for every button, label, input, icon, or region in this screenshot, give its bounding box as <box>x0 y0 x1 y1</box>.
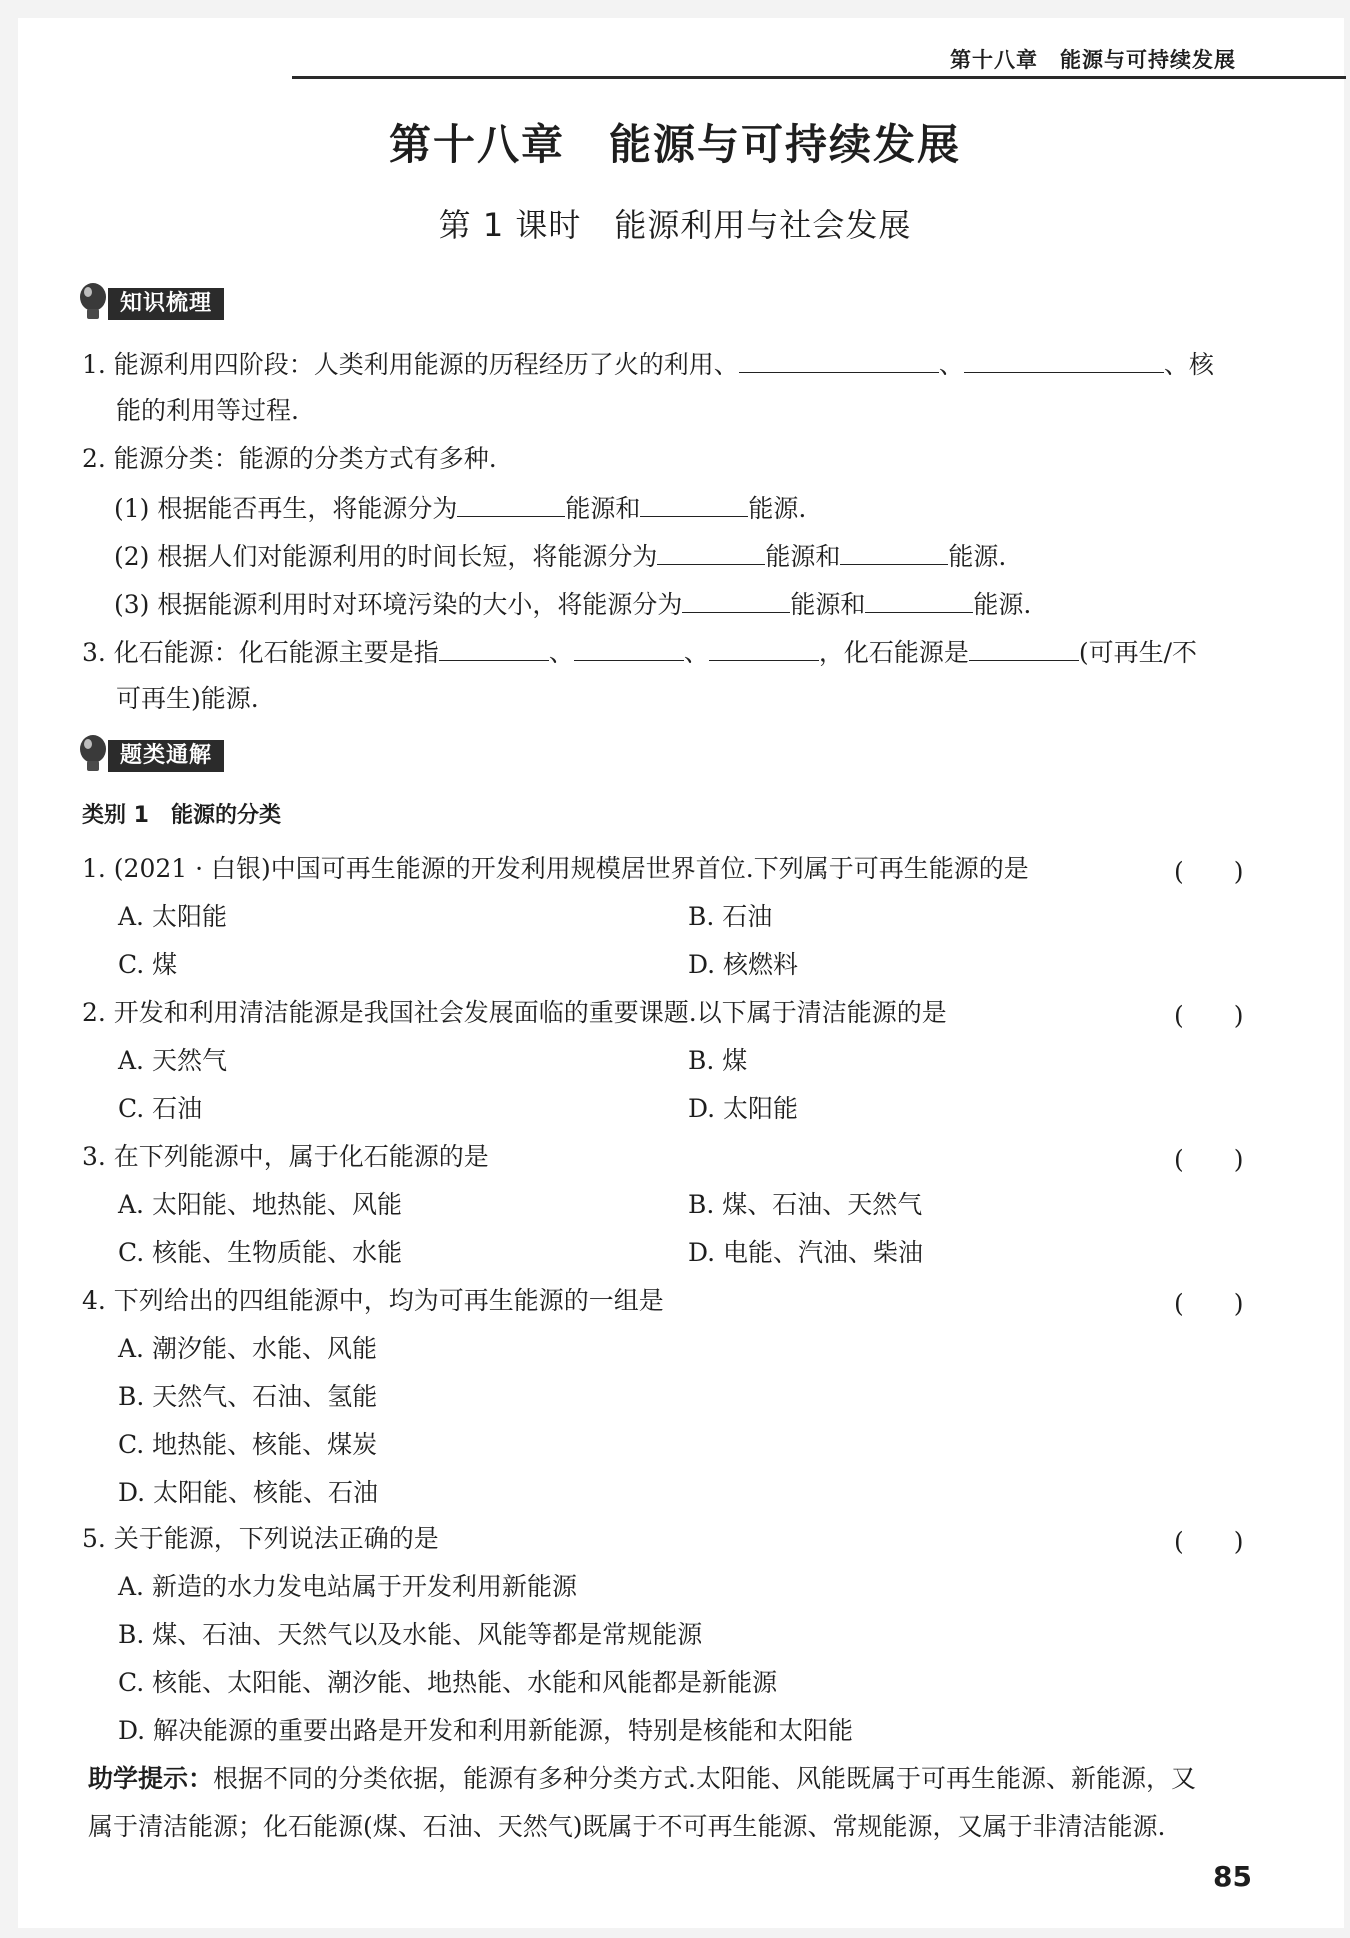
hint-line-2: 属于清洁能源；化石能源(煤、石油、天然气)既属于不可再生能源、常规能源，又属于非清洁能源. <box>88 1812 1166 1841</box>
option-a: A. 新造的水力发电站属于开发利用新能源 <box>118 1572 577 1601</box>
option-c: C. 地热能、核能、煤炭 <box>118 1430 378 1459</box>
lightbulb-icon <box>78 282 108 324</box>
answer-blank[interactable] <box>457 490 565 517</box>
knowledge-item-2: 2. 能源分类：能源的分类方式有多种. <box>82 444 497 473</box>
hint-line-1 <box>88 1762 1196 1796</box>
option-d: D. 解决能源的重要出路是开发和利用新能源，特别是核能和太阳能 <box>118 1716 854 1745</box>
knowledge-item-2-2 <box>114 538 1006 574</box>
answer-blank[interactable] <box>739 346 939 373</box>
text: 能源. <box>973 590 1032 619</box>
option-d: D. 太阳能、核能、石油 <box>118 1478 379 1507</box>
page-number: 85 <box>1213 1860 1252 1893</box>
text: 1. 能源利用四阶段：人类利用能源的历程经历了火的利用、 <box>82 350 739 379</box>
answer-blank[interactable] <box>657 538 765 565</box>
text: (3) 根据能源利用时对环境污染的大小，将能源分为 <box>114 590 683 619</box>
text: 能源. <box>748 494 807 523</box>
question-5-stem: 5. 关于能源，下列说法正确的是 <box>82 1524 439 1553</box>
knowledge-item-1 <box>82 346 1214 382</box>
answer-blank[interactable] <box>709 634 819 661</box>
text: 、 <box>548 638 574 667</box>
hint-text: 根据不同的分类依据，能源有多种分类方式.太阳能、风能既属于可再生能源、新能源，又 <box>213 1764 1196 1793</box>
option-a: A. 潮汐能、水能、风能 <box>118 1334 377 1363</box>
option-b: B. 煤、石油、天然气以及水能、风能等都是常规能源 <box>118 1620 703 1649</box>
text: ，化石能源是 <box>818 638 969 667</box>
knowledge-item-2-3 <box>114 586 1031 622</box>
option-b: B. 煤、石油、天然气 <box>688 1190 923 1219</box>
question-3-stem: 3. 在下列能源中，属于化石能源的是 <box>82 1142 489 1171</box>
text: 3. 化石能源：化石能源主要是指 <box>82 638 439 667</box>
option-a: A. 天然气 <box>118 1046 227 1075</box>
answer-paren[interactable]: ( ) <box>1174 857 1244 886</box>
knowledge-item-1-cont: 能的利用等过程. <box>116 396 299 425</box>
knowledge-item-3 <box>82 634 1197 670</box>
chapter-title: 第十八章 能源与可持续发展 <box>388 120 961 169</box>
answer-blank[interactable] <box>969 634 1079 661</box>
answer-blank[interactable] <box>439 634 549 661</box>
section-tag-practice: 题类通解 <box>108 740 224 772</box>
answer-blank[interactable] <box>682 586 790 613</box>
answer-blank[interactable] <box>640 490 748 517</box>
option-b: B. 煤 <box>688 1046 748 1075</box>
answer-paren[interactable]: ( ) <box>1174 1001 1244 1030</box>
question-1-stem: 1. (2021 · 白银)中国可再生能源的开发利用规模居世界首位.下列属于可再生能源的是 <box>82 854 1029 883</box>
answer-paren[interactable]: ( ) <box>1174 1527 1244 1556</box>
hint-label: 助学提示： <box>88 1764 214 1793</box>
option-c: C. 核能、太阳能、潮汐能、地热能、水能和风能都是新能源 <box>118 1668 778 1697</box>
option-c: C. 煤 <box>118 950 178 979</box>
option-d: D. 电能、汽油、柴油 <box>688 1238 924 1267</box>
text: (2) 根据人们对能源利用的时间长短，将能源分为 <box>114 542 658 571</box>
category-heading: 类别 1 能源的分类 <box>82 803 281 828</box>
knowledge-item-2-1 <box>114 490 806 526</box>
running-head: 第十八章 能源与可持续发展 <box>950 48 1236 72</box>
text: 能源和 <box>565 494 641 523</box>
question-2-stem: 2. 开发和利用清洁能源是我国社会发展面临的重要课题.以下属于清洁能源的是 <box>82 998 947 1027</box>
text: 、核 <box>1163 350 1214 379</box>
text: 能源. <box>948 542 1007 571</box>
text: 、 <box>683 638 709 667</box>
section-tag-knowledge: 知识梳理 <box>108 288 224 320</box>
text: (1) 根据能否再生，将能源分为 <box>114 494 458 523</box>
option-d: D. 核燃料 <box>688 950 799 979</box>
option-d: D. 太阳能 <box>688 1094 799 1123</box>
answer-blank[interactable] <box>964 346 1164 373</box>
text: (可再生/不 <box>1078 638 1198 667</box>
option-b: B. 石油 <box>688 902 773 931</box>
knowledge-item-3-cont: 可再生)能源. <box>116 684 259 713</box>
lesson-title: 第 1 课时 能源利用与社会发展 <box>438 206 912 244</box>
text: 、 <box>938 350 964 379</box>
option-c: C. 石油 <box>118 1094 203 1123</box>
answer-blank[interactable] <box>865 586 973 613</box>
answer-blank[interactable] <box>574 634 684 661</box>
header-rule <box>292 76 1346 79</box>
text: 能源和 <box>790 590 866 619</box>
option-a: A. 太阳能、地热能、风能 <box>118 1190 402 1219</box>
answer-blank[interactable] <box>840 538 948 565</box>
option-a: A. 太阳能 <box>118 902 227 931</box>
question-4-stem: 4. 下列给出的四组能源中，均为可再生能源的一组是 <box>82 1286 664 1315</box>
option-b: B. 天然气、石油、氢能 <box>118 1382 378 1411</box>
answer-paren[interactable]: ( ) <box>1174 1289 1244 1318</box>
text: 能源和 <box>765 542 841 571</box>
answer-paren[interactable]: ( ) <box>1174 1145 1244 1174</box>
option-c: C. 核能、生物质能、水能 <box>118 1238 403 1267</box>
lightbulb-icon <box>78 734 108 776</box>
